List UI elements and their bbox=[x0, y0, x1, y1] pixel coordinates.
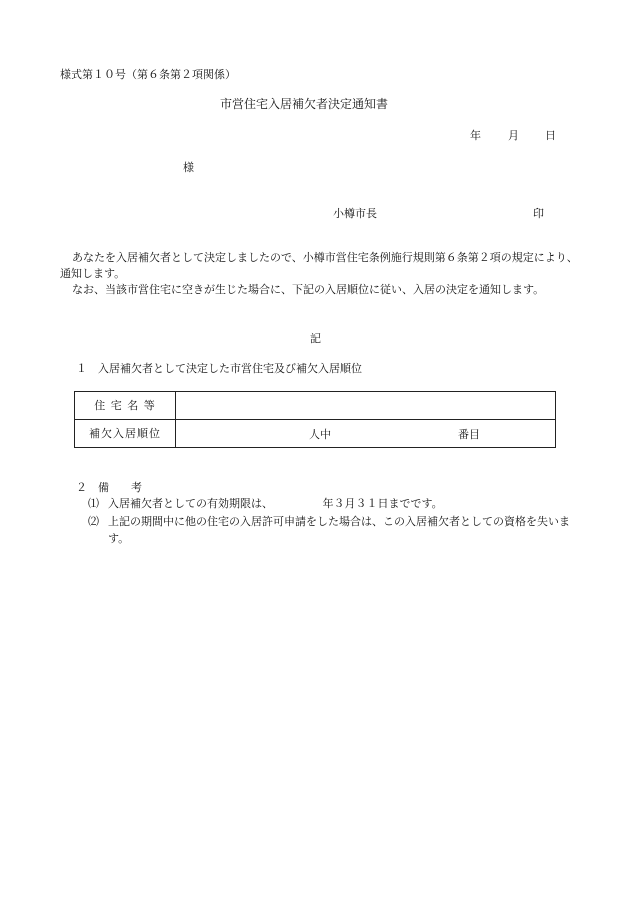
date-year-label: 年 bbox=[470, 129, 481, 142]
rank-total-unit: 人中 bbox=[309, 428, 331, 441]
ki-label: 記 bbox=[310, 332, 321, 345]
note-2-text: 上記の期間中に他の住宅の入居許可申請をした場合は、この入居補欠者としての資格を失います。 bbox=[108, 515, 570, 545]
date-month-label: 月 bbox=[508, 129, 519, 142]
note-1-number: ⑴ bbox=[88, 497, 99, 510]
rank-position-unit: 番目 bbox=[458, 428, 480, 441]
body-paragraph-2: なお、当該市営住宅に空きが生じた場合に、下記の入居順位に従い、入居の決定を通知します。 bbox=[72, 282, 545, 296]
table-row-waitlist-rank bbox=[75, 420, 556, 448]
waitlist-rank-label: 補欠入居順位 bbox=[75, 420, 176, 448]
section1-heading: １ 入居補欠者として決定した市営住宅及び補欠入居順位 bbox=[76, 362, 362, 375]
waitlist-rank-value bbox=[176, 420, 556, 448]
housing-name-value bbox=[176, 392, 556, 420]
housing-name-label: 住 宅 名 等 bbox=[75, 392, 176, 420]
table-row-housing-name bbox=[75, 392, 556, 420]
body-text bbox=[60, 250, 580, 298]
note-1-text: 入居補欠者としての有効期限は、 年３月３１日までです。 bbox=[108, 497, 443, 510]
note-item-2 bbox=[88, 514, 578, 547]
form-number: 様式第１０号（第６条第２項関係） bbox=[60, 68, 236, 81]
housing-info-table bbox=[74, 391, 556, 448]
recipient-honorific: 様 bbox=[183, 161, 194, 174]
note-2-number: ⑵ bbox=[88, 515, 99, 528]
sender-name: 小樽市長 bbox=[333, 207, 377, 220]
body-paragraph-1: あなたを入居補欠者として決定しましたので、小樽市営住宅条例施行規則第６条第２項の規定により、通知します。 bbox=[60, 251, 578, 280]
document-title: 市営住宅入居補欠者決定通知書 bbox=[220, 97, 389, 111]
seal-mark: 印 bbox=[533, 207, 544, 220]
date-day-label: 日 bbox=[545, 129, 556, 142]
note-item-1 bbox=[88, 497, 443, 510]
section2-heading: ２ 備 考 bbox=[76, 481, 142, 494]
